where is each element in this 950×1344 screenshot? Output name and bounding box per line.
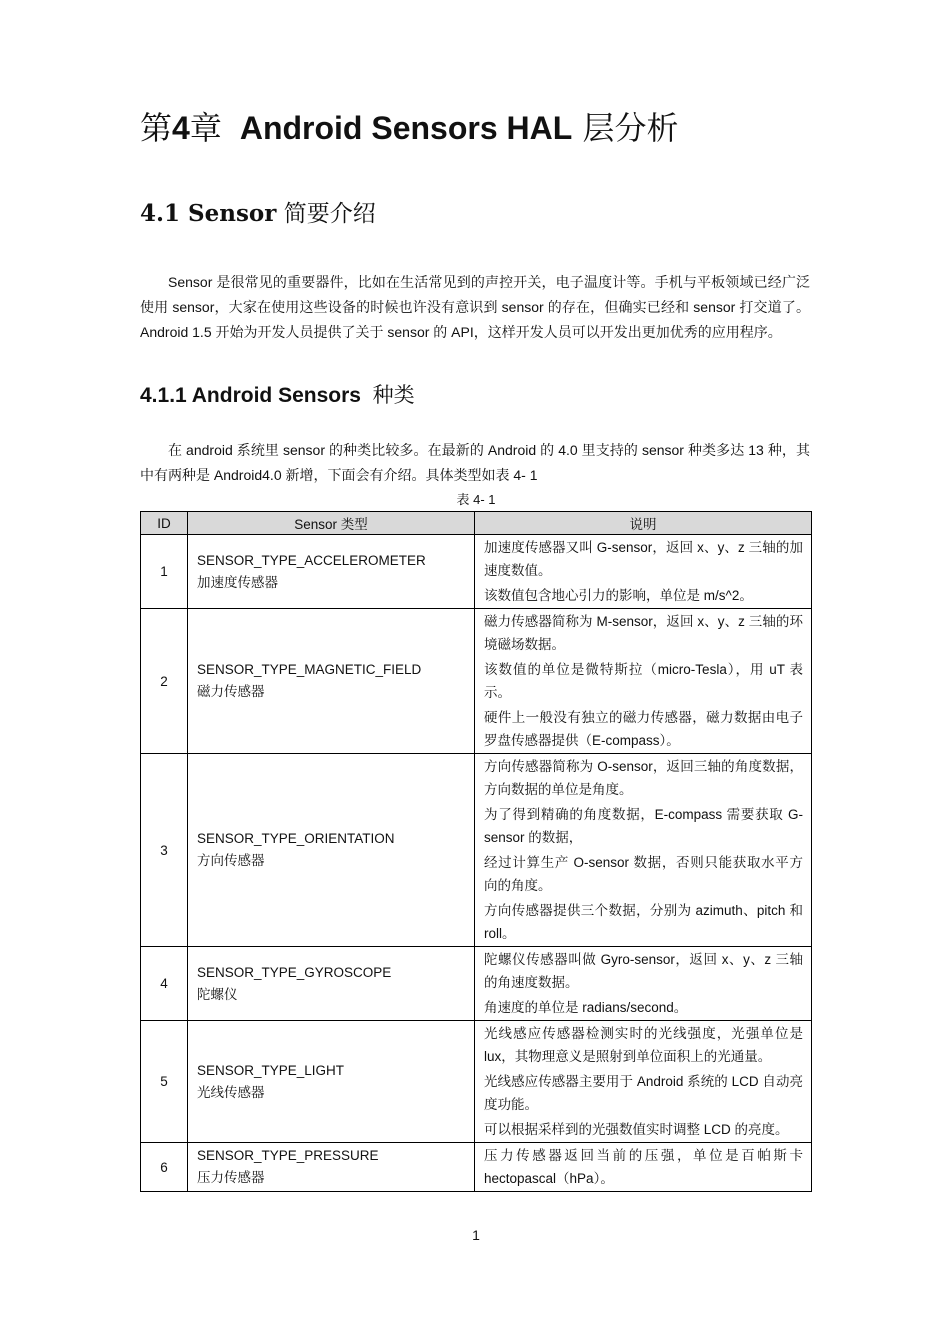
row-description xyxy=(475,754,812,947)
chapter-title xyxy=(140,106,678,150)
row-sensor-type xyxy=(188,1021,475,1143)
description-line: 硬件上一般没有独立的磁力传感器，磁力数据由电子罗盘传感器提供（E-compass）。 xyxy=(484,710,803,748)
sensor-type-constant: SENSOR_TYPE_LIGHT xyxy=(197,1062,345,1078)
sensor-type-chinese: 加速度传感器 xyxy=(197,574,278,590)
description-line: 压力传感器返回当前的压强，单位是百帕斯卡 hectopascal（hPa）。 xyxy=(484,1148,803,1186)
row-sensor-type xyxy=(188,609,475,754)
description-line: 陀螺仪传感器叫做 Gyro-sensor，返回 x、y、z 三轴的角速度数据。 xyxy=(484,952,803,990)
description-line: 该数值包含地心引力的影响，单位是 m/s^2。 xyxy=(484,588,753,603)
description-line: 经过计算生产 O-sensor 数据，否则只能获取水平方向的角度。 xyxy=(484,855,803,893)
subsection-title xyxy=(140,380,415,412)
description-line: 方向传感器提供三个数据，分别为 azimuth、pitch 和 roll。 xyxy=(484,903,803,941)
header-sensor-type: Sensor 类型 xyxy=(188,512,475,535)
row-sensor-type xyxy=(188,947,475,1021)
page-number: 1 xyxy=(472,1227,480,1243)
row-id: 3 xyxy=(141,754,188,947)
sensor-type-chinese: 压力传感器 xyxy=(197,1170,265,1185)
row-sensor-type xyxy=(188,535,475,609)
row-description xyxy=(475,1021,812,1143)
table-row xyxy=(141,1021,812,1143)
subsection-number: 4.1.1 Android Sensors xyxy=(140,384,361,407)
table-body xyxy=(141,535,812,1192)
row-sensor-type xyxy=(188,754,475,947)
sensor-type-constant: SENSOR_TYPE_MAGNETIC_FIELD xyxy=(197,662,422,677)
sensor-type-constant: SENSOR_TYPE_PRESSURE xyxy=(197,1148,379,1163)
sensor-type-constant: SENSOR_TYPE_GYROSCOPE xyxy=(197,964,392,980)
row-id: 1 xyxy=(141,535,188,609)
header-description: 说明 xyxy=(475,512,812,535)
table-row xyxy=(141,754,812,947)
header-id: ID xyxy=(141,512,188,535)
table-header-row xyxy=(141,512,812,535)
row-id: 6 xyxy=(141,1143,188,1192)
sensor-type-constant: SENSOR_TYPE_ORIENTATION xyxy=(197,831,395,846)
description-line: 可以根据采样到的光强数值实时调整 LCD 的亮度。 xyxy=(484,1122,789,1137)
description-line: 该数值的单位是微特斯拉（micro-Tesla），用 uT 表示。 xyxy=(484,662,803,700)
sensor-type-chinese: 光线传感器 xyxy=(197,1084,265,1100)
row-sensor-type xyxy=(188,1143,475,1192)
description-line: 为了得到精确的角度数据，E-compass 需要获取 G-sensor 的数据， xyxy=(484,807,803,845)
row-id: 4 xyxy=(141,947,188,1021)
subsection-title-cn: 种类 xyxy=(372,384,415,407)
row-description xyxy=(475,609,812,754)
row-id: 5 xyxy=(141,1021,188,1143)
row-description xyxy=(475,947,812,1021)
table-caption: 表 4- 1 xyxy=(456,492,496,507)
sensor-types-table xyxy=(140,511,812,1192)
table-row xyxy=(141,535,812,609)
chapter-prefix: 第 xyxy=(140,109,173,147)
description-line: 方向传感器简称为 O-sensor，返回三轴的角度数据，方向数据的单位是角度。 xyxy=(484,759,803,797)
sensor-type-chinese: 陀螺仪 xyxy=(197,986,238,1002)
chapter-title-cn: 层分析 xyxy=(582,109,679,147)
row-id: 2 xyxy=(141,609,188,754)
sensor-type-chinese: 磁力传感器 xyxy=(197,684,265,699)
table-row xyxy=(141,947,812,1021)
description-line: 加速度传感器又叫 G-sensor，返回 x、y、z 三轴的加速度数值。 xyxy=(484,540,803,578)
sensor-type-chinese: 方向传感器 xyxy=(197,853,265,868)
description-line: 角速度的单位是 radians/second。 xyxy=(484,1000,688,1015)
intro-paragraph: Sensor 是很常见的重要器件，比如在生活常见到的声控开关，电子温度计等。手机与平板领域已经广泛使用 sensor，大家在使用这些设备的时候也许没有意识到 sensor 的存在，但确实已经和 sensor 打交道了。Android 1.5 开始为开发人员提供了关于 sensor 的 API，这样开发人员可以开发出更加优秀的应用程序。 xyxy=(140,274,810,340)
chapter-title-en: Android Sensors HAL xyxy=(239,110,573,146)
section-title-cn: 简要介绍 xyxy=(283,201,376,227)
description-line: 磁力传感器简称为 M-sensor，返回 x、y、z 三轴的环境磁场数据。 xyxy=(484,614,803,652)
section-number: 4.1 Sensor xyxy=(140,200,277,227)
table-row xyxy=(141,609,812,754)
row-description xyxy=(475,535,812,609)
chapter-suffix: 章 xyxy=(189,109,222,147)
description-line: 光线感应传感器主要用于 Android 系统的 LCD 自动亮度功能。 xyxy=(484,1074,803,1112)
row-description xyxy=(475,1143,812,1192)
sensor-type-constant: SENSOR_TYPE_ACCELEROMETER xyxy=(197,552,426,568)
section-title xyxy=(140,197,376,231)
chapter-number: 4 xyxy=(172,110,190,146)
table-row xyxy=(141,1143,812,1192)
types-paragraph: 在 android 系统里 sensor 的种类比较多。在最新的 Android 的 4.0 里支持的 sensor 种类多达 13 种，其中有两种是 Android4.0 新增，下面会有介绍。具体类型如表 4- 1 xyxy=(140,442,810,483)
description-line: 光线感应传感器检测实时的光线强度，光强单位是 lux，其物理意义是照射到单位面积上的光通量。 xyxy=(484,1026,803,1064)
